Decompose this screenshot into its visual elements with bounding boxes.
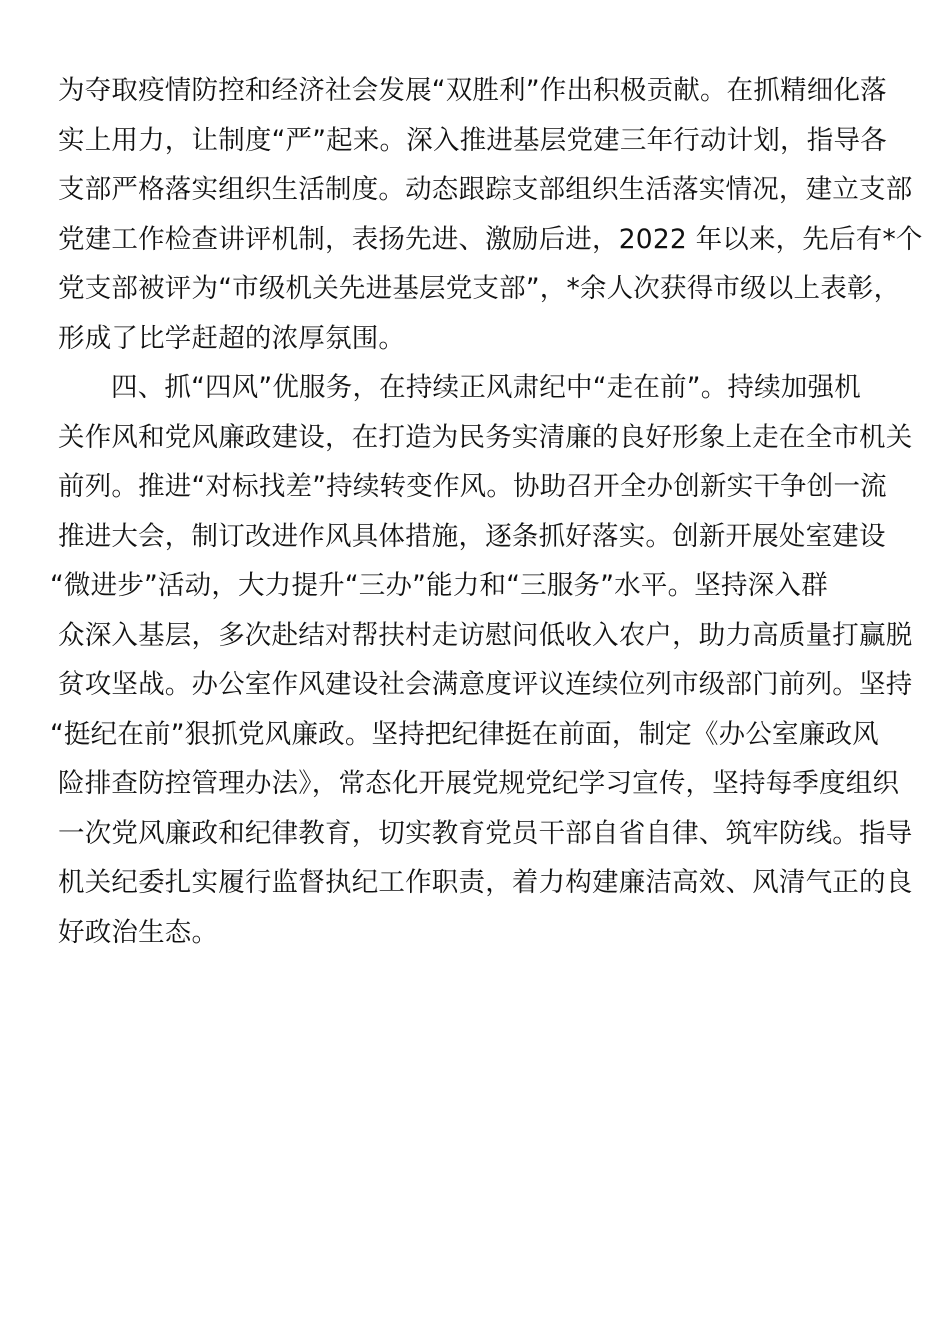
text-line: 前列。推进“对标找差”持续转变作风。协助召开全办创新实干争创一流 bbox=[58, 471, 887, 502]
paragraph-2 bbox=[50, 363, 913, 957]
text-line: 党建工作检查讲评机制，表扬先进、激励后进，2022 年以来，先后有*个 bbox=[58, 223, 923, 255]
document-body bbox=[50, 66, 923, 957]
text-line: 机关纪委扎实履行监督执纪工作职责，着力构建廉洁高效、风清气正的良 bbox=[58, 867, 913, 898]
text-line: 实上用力，让制度“严”起来。深入推进基层党建三年行动计划，指导各 bbox=[58, 124, 887, 156]
text-line: 众深入基层，多次赴结对帮扶村走访慰问低收入农户，助力高质量打赢脱 bbox=[58, 619, 913, 651]
text-line: 推进大会，制订改进作风具体措施，逐条抓好落实。创新开展处室建设 bbox=[58, 520, 886, 552]
text-line: 支部严格落实组织生活制度。动态跟踪支部组织生活落实情况，建立支部 bbox=[58, 174, 913, 205]
text-line: 险排查防控管理办法》，常态化开展党规党纪学习宣传，坚持每季度组织 bbox=[58, 768, 900, 799]
paragraph-1 bbox=[58, 66, 923, 363]
text-line: 好政治生态。 bbox=[58, 916, 219, 948]
text-line: “挺纪在前”狠抓党风廉政。坚持把纪律挺在前面，制定《办公室廉政风 bbox=[50, 718, 879, 750]
text-line: 形成了比学赶超的浓厚氛围。 bbox=[58, 322, 406, 354]
text-line: 四、抓“四风”优服务，在持续正风肃纪中“走在前”。持续加强机 bbox=[111, 372, 861, 403]
text-line: “微进步”活动，大力提升“三办”能力和“三服务”水平。坚持深入群 bbox=[50, 570, 828, 601]
text-line: 党支部被评为“市级机关先进基层党支部”，*余人次获得市级以上表彰， bbox=[58, 273, 901, 304]
text-line: 为夺取疫情防控和经济社会发展“双胜利”作出积极贡献。在抓精细化落 bbox=[58, 75, 887, 106]
text-line: 一次党风廉政和纪律教育，切实教育党员干部自省自律、筑牢防线。指导 bbox=[58, 817, 913, 849]
text-line: 贫攻坚战。办公室作风建设社会满意度评议连续位列市级部门前列。坚持 bbox=[58, 669, 913, 700]
text-line: 关作风和党风廉政建设，在打造为民务实清廉的良好形象上走在全市机关 bbox=[58, 421, 913, 453]
